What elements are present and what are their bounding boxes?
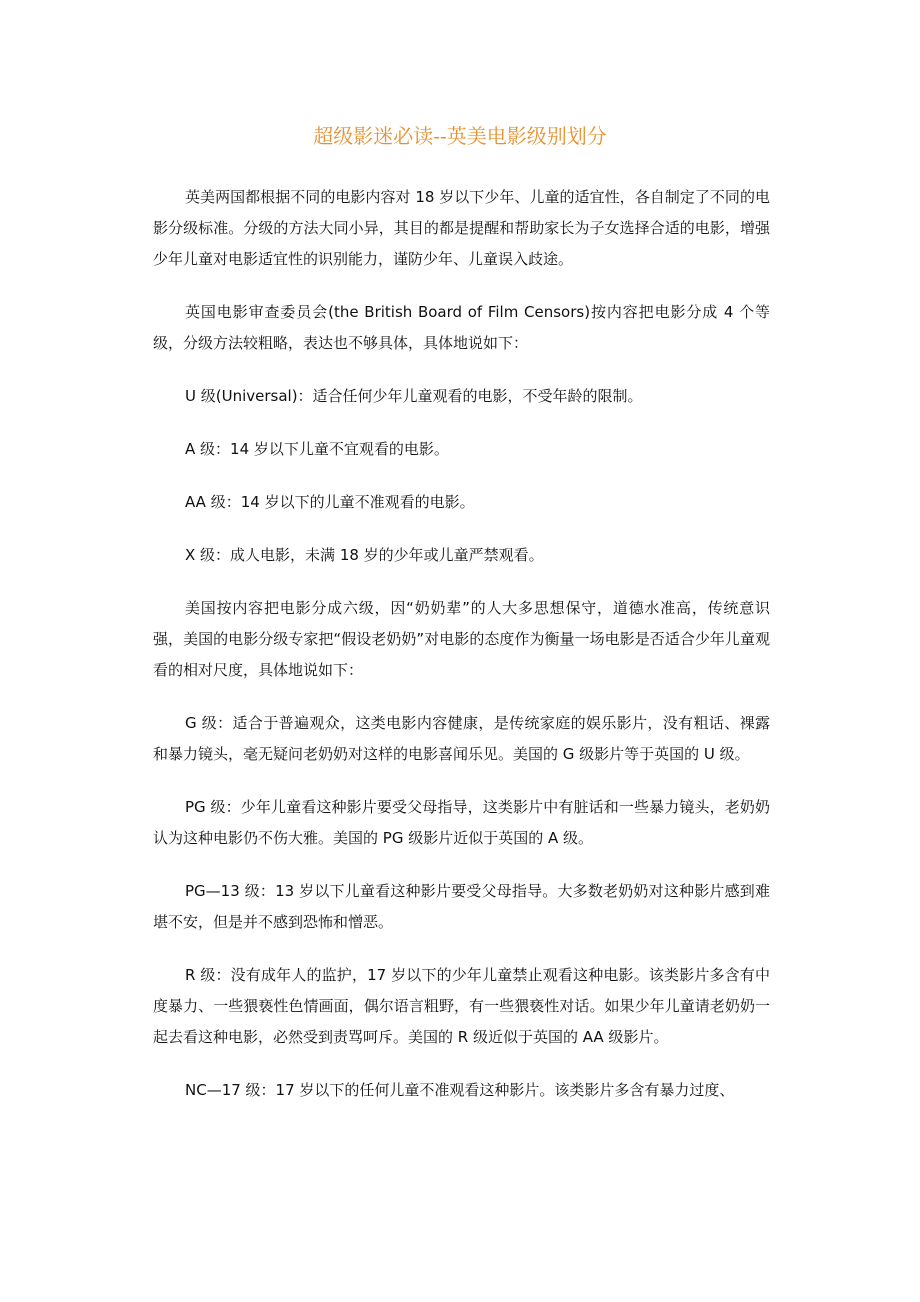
document-body	[153, 182, 770, 1128]
paragraph-us-nc17: NC—17 级：17 岁以下的任何儿童不准观看这种影片。该类影片多含有暴力过度、	[185, 1081, 735, 1099]
paragraph-uk-u: U 级(Universal)：适合任何少年儿童观看的电影，不受年龄的限制。	[185, 387, 643, 405]
document-title: 超级影迷必读--英美电影级别划分	[313, 124, 607, 148]
paragraph-us-pg13: PG—13 级：13 岁以下儿童看这种影片要受父母指导。大多数老奶奶对这种影片感到难堪不安，但是并不感到恐怖和憎恶。	[153, 882, 770, 931]
paragraph-uk-aa: AA 级：14 岁以下的儿童不准观看的电影。	[185, 493, 475, 511]
paragraph-uk-x: X 级：成人电影，未满 18 岁的少年或儿童严禁观看。	[185, 546, 544, 564]
paragraph-us-pg: PG 级：少年儿童看这种影片要受父母指导，这类影片中有脏话和一些暴力镜头，老奶奶认为这种电影仍不伤大雅。美国的 PG 级影片近似于英国的 A 级。	[153, 798, 770, 847]
paragraph-us-g: G 级：适合于普遍观众，这类电影内容健康，是传统家庭的娱乐影片，没有粗话、裸露和暴力镜头，毫无疑问老奶奶对这样的电影喜闻乐见。美国的 G 级影片等于英国的 U 级。	[153, 714, 770, 763]
paragraph-intro: 英美两国都根据不同的电影内容对 18 岁以下少年、儿童的适宜性，各自制定了不同的电影分级标准。分级的方法大同小异，其目的都是提醒和帮助家长为子女选择合适的电影，增强少年儿童对电影适宜性的识别能力，谨防少年、儿童误入歧途。	[153, 188, 770, 268]
paragraph-uk-intro: 英国电影审查委员会(the British Board of Film Censors)按内容把电影分成 4 个等级，分级方法较粗略，表达也不够具体，具体地说如下：	[153, 303, 770, 352]
paragraph-us-intro: 美国按内容把电影分成六级，因“奶奶辈”的人大多思想保守，道德水准高，传统意识强，美国的电影分级专家把“假设老奶奶”对电影的态度作为衡量一场电影是否适合少年儿童观看的相对尺度，具体地说如下：	[153, 599, 770, 679]
paragraph-uk-a: A 级：14 岁以下儿童不宜观看的电影。	[185, 440, 449, 458]
paragraph-us-r: R 级：没有成年人的监护，17 岁以下的少年儿童禁止观看这种电影。该类影片多含有中度暴力、一些猥亵性色情画面，偶尔语言粗野，有一些猥亵性对话。如果少年儿童请老奶奶一起去看这种电影，必然受到责骂呵斥。美国的 R 级近似于英国的 AA 级影片。	[153, 966, 770, 1046]
